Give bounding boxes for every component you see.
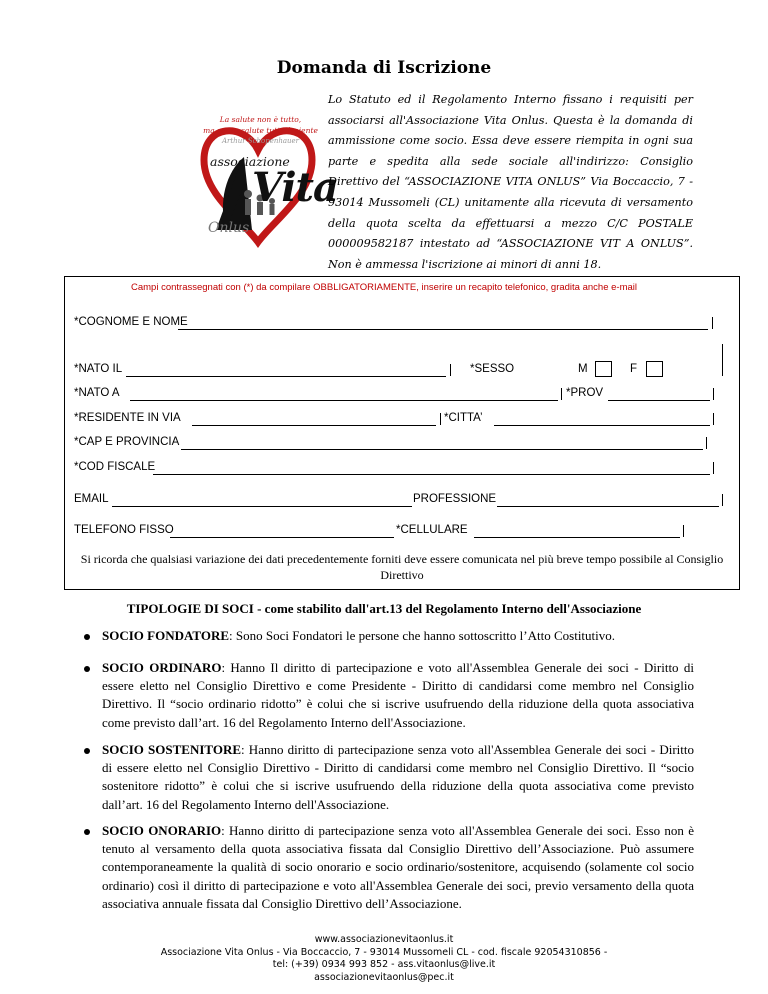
bullet-icon <box>84 748 90 754</box>
socio-type-text: : Hanno diritto di partecipazione senza voto all'Assemblea Generale dei soci. Esso non è tenuto al versamento della quota associativa fissata dal Consiglio Direttivo dell’Associazione. Può assumere contemporaneamente la qualità di socio onorario e socio ordinario/sostenitore, acquisendo (solamente col socio ordinario) così il diritto di partecipazione e voto all'Assemblea Generale dei soci, previo versamento della quota associativa annuale fissata dal Consiglio Direttivo dell’Associazione. <box>102 823 694 911</box>
footer-address: Associazione Vita Onlus - Via Boccaccio, 7 - 93014 Mussomeli CL - cod. fiscale 92054310856 - <box>160 946 608 958</box>
logo-quote-line2: ma senza salute tutto è niente <box>203 126 318 135</box>
residente-field[interactable] <box>192 425 436 426</box>
socio-type-name: SOCIO ONORARIO <box>102 823 222 838</box>
bullet-icon <box>84 634 90 640</box>
field-end-bar <box>713 388 714 400</box>
sex-m-checkbox[interactable] <box>595 361 612 377</box>
sex-f-checkbox[interactable] <box>646 361 663 377</box>
socio-type-text: : Hanno diritto di partecipazione senza voto all'Assemblea Generale dei soci - Diritto di essere eletto nel Consiglio Direttivo - Diritto di candidarsi come membro nel Consiglio Direttivo. Il “socio sostenitore ridotto” è colui che si iscrive usufruendo della riduzione della quota associativa come previsto dall’art. 16 del Regolamento Interno dell'Associazione. <box>102 742 694 812</box>
email-field[interactable] <box>112 506 412 507</box>
field-end-bar <box>713 413 714 425</box>
footer-pec: associazionevitaonlus@pec.it <box>314 971 454 983</box>
field-end-bar <box>440 413 441 425</box>
cellulare-field[interactable] <box>474 537 680 538</box>
association-logo <box>196 102 338 252</box>
nato-a-field[interactable] <box>130 400 558 401</box>
cellulare-label: *CELLULARE <box>396 524 468 536</box>
cod-fiscale-label: *COD FISCALE <box>74 461 156 473</box>
logo-quote-author: Arthur Schopenhauer <box>221 137 300 145</box>
sesso-label: *SESSO <box>470 363 515 375</box>
nato-a-label: *NATO A <box>74 387 120 399</box>
bullet-icon <box>84 666 90 672</box>
nato-il-label: *NATO IL <box>74 363 123 375</box>
field-end-bar <box>722 344 723 376</box>
socio-type-text: : Sono Soci Fondatori le persone che hanno sottoscritto l’Atto Costitutivo. <box>229 628 616 643</box>
field-end-bar <box>713 462 714 474</box>
socio-types-title: TIPOLOGIE DI SOCI - come stabilito dall'art.13 del Regolamento Interno dell'Associazione <box>126 601 642 616</box>
nato-il-field[interactable] <box>126 376 446 377</box>
socio-type-name: SOCIO ORDINARO <box>102 660 222 675</box>
m-label: M <box>578 363 588 375</box>
professione-field[interactable] <box>497 506 719 507</box>
footer-website: www.associazionevitaonlus.it <box>314 934 454 945</box>
cap-label: *CAP E PROVINCIA <box>74 436 180 448</box>
cap-field[interactable] <box>181 449 703 450</box>
socio-type-item <box>102 627 694 645</box>
form-reminder: Si ricorda che qualsiasi variazione dei dati precedentemente forniti deve essere comunicata nel più breve tempo possibile al Consiglio Direttivo <box>80 552 724 582</box>
field-end-bar <box>706 437 707 449</box>
cognome-nome-label: *COGNOME E NOME <box>74 316 188 328</box>
logo-word-onlus: Onlus <box>208 220 250 236</box>
footer-contacts: tel: (+39) 0934 993 852 - ass.vitaonlus@live.it <box>272 959 496 970</box>
logo-quote-line1: La salute non è tutto, <box>219 115 302 124</box>
field-end-bar <box>683 525 684 537</box>
bullet-icon <box>84 829 90 835</box>
telefono-label: TELEFONO FISSO <box>74 524 174 536</box>
socio-type-text: : Hanno Il diritto di partecipazione e voto all'Assemblea Generale dei soci - Diritto di essere eletto nel Consiglio Direttivo e come Presidente - Diritto di candidarsi come membro nel Consiglio Direttivo. Il “socio ordinario ridotto” è colui che si iscrive usufruendo della riduzione della quota associativa come previsto dall’art. 16 del Regolamento Interno dell'Associazione. <box>102 660 694 730</box>
logo-word-associazione: associazione <box>210 154 290 169</box>
intro-paragraph: Lo Statuto ed il Regolamento Interno fissano i requisiti per associarsi all'Associazione Vita Onlus. Questa è la domanda di ammissione come socio. Essa deve essere riempita in ogni sua parte e spedita alla sede sociale all'indirizzo: Consiglio Direttivo del “ASSOCIAZIONE VITA ONLUS” Via Boccaccio, 7 - 93014 Mussomeli (CL) unitamente alla ricevuta di versamento della quota scelta da effettuarsi a mezzo C/C POSTALE 000009582187 intestato ad “ASSOCIAZIONE VIT A ONLUS”. Non è ammessa l'iscrizione ai minori di anni 18. <box>328 93 693 271</box>
field-end-bar <box>561 388 562 400</box>
professione-label: PROFESSIONE <box>413 493 497 505</box>
socio-type-item <box>102 822 694 913</box>
socio-type-item <box>102 741 694 814</box>
socio-type-name: SOCIO SOSTENITORE <box>102 742 242 757</box>
prov-label: *PROV <box>566 387 604 399</box>
socio-type-item <box>102 659 694 732</box>
prov-field[interactable] <box>608 400 710 401</box>
residente-label: *RESIDENTE IN VIA <box>74 412 181 424</box>
cognome-nome-field[interactable] <box>178 329 708 330</box>
cod-fiscale-field[interactable] <box>153 474 710 475</box>
field-end-bar <box>722 494 723 506</box>
socio-type-name: SOCIO FONDATORE <box>102 628 230 643</box>
telefono-field[interactable] <box>170 537 394 538</box>
email-label: EMAIL <box>74 493 109 505</box>
page-title: Domanda di Iscrizione <box>276 58 492 78</box>
citta-field[interactable] <box>494 425 710 426</box>
field-end-bar <box>712 317 713 329</box>
citta-label: *CITTA’ <box>444 412 483 424</box>
f-label: F <box>630 363 638 375</box>
footer <box>0 934 768 984</box>
form-notice: Campi contrassegnati con (*) da compilare OBBLIGATORIAMENTE, inserire un recapito telefonico, gradita anche e-mail <box>130 282 637 293</box>
field-end-bar <box>450 364 451 376</box>
logo-word-vita: Vita <box>252 164 338 211</box>
